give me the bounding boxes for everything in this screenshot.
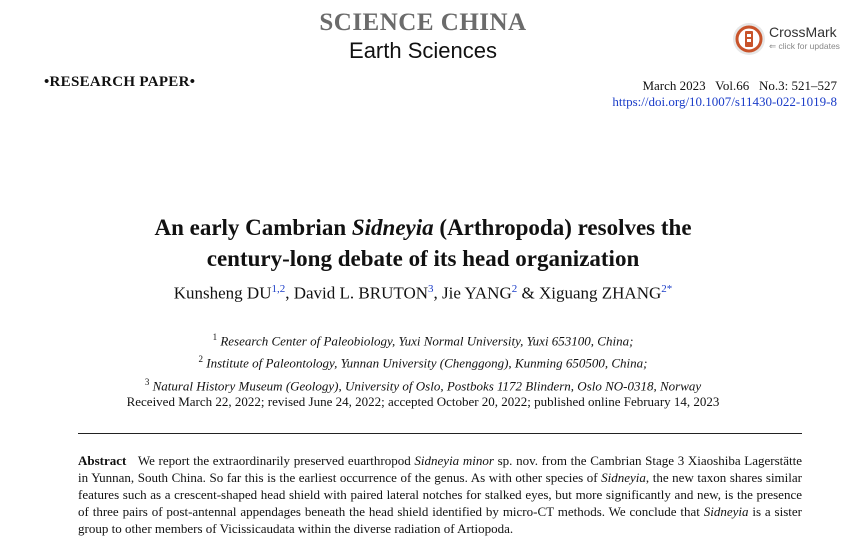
received-dates: Received March 22, 2022; revised June 24, 2022; accepted October 20, 2022; published online February 14, 2023 — [126, 394, 720, 409]
affiliation-number: 1 — [212, 332, 218, 342]
affiliation-number: 3 — [144, 376, 150, 387]
abstract-text: is a sister group to other members of Vicissicaudata within the diverse radiation of Artiopoda. — [78, 504, 802, 536]
affiliation-text: Natural History Museum (Geology), University of Oslo, Postboks 1172 Blindern, Oslo NO-0318, Norway — [152, 377, 702, 393]
journal-header — [0, 8, 846, 64]
author-name: Xiguang ZHANG — [538, 283, 662, 303]
title-part1: An early Cambrian — [154, 215, 352, 240]
divider — [78, 433, 802, 434]
paper-title — [0, 212, 846, 274]
author-separator: & — [517, 283, 539, 303]
author-affil-ref[interactable]: 2 — [511, 283, 518, 295]
affiliation-text: Research Center of Paleobiology, Yuxi Normal University, Yuxi 653100, China; — [220, 333, 634, 349]
crossmark-title: CrossMark — [769, 24, 837, 40]
abstract-taxon: Sidneyia — [601, 470, 646, 485]
affiliation-item — [0, 373, 846, 395]
crossmark-icon — [732, 22, 766, 56]
affiliation-item — [0, 350, 846, 372]
abstract-text: , the new taxon shares similar features such as a crescent-shaped head shield with paired lateral notches for stalked eyes, but more significantly and new, is the presence of three pairs of post-antennal appendages beneath the head shield identified by micro-CT methods. We conclude that — [78, 470, 802, 519]
crossmark-subtitle-text: click for updates — [778, 41, 840, 51]
author-name: Jie YANG — [442, 283, 512, 303]
title-part2: (Arthropoda) resolves the — [433, 215, 692, 240]
title-line2: century-long debate of its head organization — [206, 246, 640, 271]
paper-type-label: •RESEARCH PAPER• — [44, 74, 196, 90]
author-separator: , — [433, 283, 442, 303]
author-separator: , — [285, 283, 294, 303]
journal-subject: Earth Sciences — [349, 38, 497, 63]
abstract-text: sp. nov. from the Cambrian Stage 3 Xiaoshiba Lagerstätte in Yunnan, South China. So far this is the earliest occurrence of the genus. As with other species of — [78, 453, 803, 485]
author-name: Kunsheng DU — [173, 283, 272, 303]
author-name: David L. BRUTON — [293, 283, 428, 303]
author-affil-ref[interactable]: 3 — [428, 283, 434, 295]
author-affil-ref[interactable]: 1,2 — [271, 283, 286, 295]
issue-citation: March 2023 Vol.66 No.3: 521–527 — [642, 78, 837, 93]
affiliation-number: 2 — [198, 354, 204, 365]
abstract-taxon: Sidneyia minor — [414, 453, 494, 468]
author-list — [0, 283, 846, 304]
crossmark-subtitle — [769, 41, 840, 52]
issue-info — [612, 78, 837, 110]
affiliation-item — [0, 328, 846, 350]
arrow-left-icon: ⇐ — [769, 41, 777, 51]
abstract-text: We report the extraordinarily preserved euarthropod — [137, 453, 415, 468]
affiliations — [0, 328, 846, 395]
doi-link[interactable]: https://doi.org/10.1007/s11430-022-1019-8 — [612, 94, 837, 109]
abstract-label: Abstract — [78, 453, 127, 468]
author-affil-ref[interactable]: 2* — [661, 283, 673, 295]
affiliation-text: Institute of Paleontology, Yunnan University (Chenggong), Kunming 650500, China; — [206, 355, 648, 371]
abstract-taxon: Sidneyia — [703, 504, 749, 519]
crossmark-badge[interactable] — [732, 22, 842, 56]
title-genus: Sidneyia — [351, 215, 434, 240]
abstract — [78, 452, 802, 537]
journal-name: SCIENCE CHINA — [319, 9, 527, 36]
